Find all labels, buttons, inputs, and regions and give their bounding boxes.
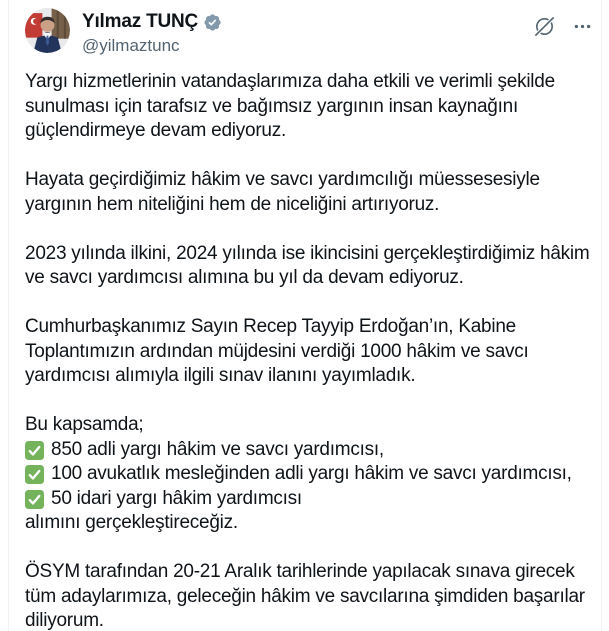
avatar-image — [25, 8, 70, 53]
tweet-body — [25, 70, 591, 631]
green-check-icon — [25, 490, 44, 509]
tweet-closing-paragraph: ÖSYM tarafından 20-21 Aralık tarihlerinde yapılacak sınava girecek tüm adaylarımıza, geleceğin hâkim ve savcılarına şimdiden başarılar diliyorum. — [25, 561, 585, 631]
tweet-paragraph: Hayata geçirdiğimiz hâkim ve savcı yardımcılığı müessesesiyle yargının hem niteliğini hem de niceliğini artırıyoruz. — [25, 169, 540, 215]
more-options-icon[interactable] — [572, 16, 593, 37]
author-name[interactable]: Yılmaz TUNÇ — [82, 11, 199, 32]
green-check-icon — [25, 465, 44, 484]
checklist-intro: Bu kapsamda; — [25, 414, 144, 435]
avatar[interactable] — [25, 8, 70, 53]
tweet-paragraph: Cumhurbaşkanımız Sayın Recep Tayyip Erdoğan’ın, Kabine Toplantımızın ardından müjdesini verdiği 1000 hâkim ve savcı yardımcısı alımıyla ilgili sınav ilanını yayımladık. — [25, 316, 529, 386]
checklist-item — [25, 462, 591, 487]
checklist-item-text: 50 idari yargı hâkim yardımcısı — [51, 487, 302, 509]
author-block — [82, 8, 591, 56]
checklist-item — [25, 438, 591, 463]
author-name-row — [82, 11, 591, 33]
tweet-paragraph: Yargı hizmetlerinin vatandaşlarımıza daha etkili ve verimli şekilde sunulması için tarafsız ve bağımsız yargının insan kaynağını güçlendirmeye devam ediyoruz. — [25, 71, 555, 141]
checklist-outro: alımını gerçekleştireceğiz. — [25, 512, 238, 533]
checklist-item-text: 850 adli yargı hâkim ve savcı yardımcısı, — [51, 438, 384, 460]
checklist-item-text: 100 avukatlık mesleğinden adli yargı hâkim ve savcı yardımcısı, — [51, 463, 572, 484]
tweet-header — [25, 8, 591, 56]
grok-icon[interactable] — [533, 15, 556, 38]
verified-badge-icon — [203, 13, 222, 32]
tweet-actions — [533, 15, 593, 38]
author-handle[interactable]: @yilmaztunc — [82, 36, 180, 55]
tweet-checklist — [25, 413, 591, 536]
green-check-icon — [25, 441, 44, 460]
tweet-paragraph: 2023 yılında ilkini, 2024 yılında ise ikincisini gerçekleştirdiğimiz hâkim ve savcı yardımcısı alımına bu yıl da devam ediyoruz. — [25, 242, 590, 288]
checklist-item — [25, 487, 591, 512]
